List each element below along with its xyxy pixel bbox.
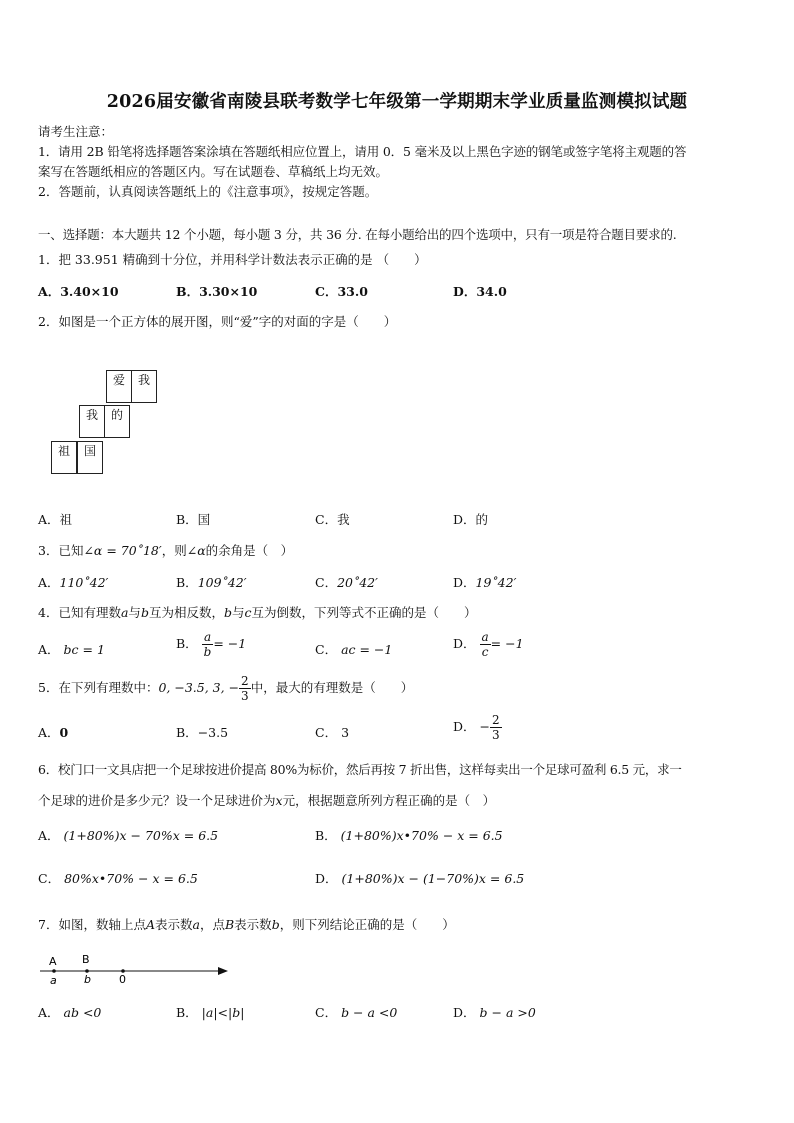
var-b: b bbox=[223, 605, 232, 620]
net-cell-6: 国 bbox=[77, 441, 103, 474]
q4-option-a[interactable] bbox=[38, 640, 105, 658]
var-point-b: B bbox=[224, 917, 235, 932]
q5-number-list: 0, −3.5, 3, − bbox=[158, 680, 240, 695]
page-title: 2026届安徽省南陵县联考数学七年级第一学期期末学业质量监测模拟试题 bbox=[106, 92, 688, 112]
q5-option-c[interactable] bbox=[315, 723, 349, 741]
option-label: C． bbox=[315, 1005, 338, 1020]
minus-sign: − bbox=[479, 719, 490, 734]
q3-option-b[interactable] bbox=[176, 573, 247, 591]
q1-stem: 1．把 33.951 精确到十分位，并用科学计数法表示正确的是 （ ） bbox=[38, 252, 427, 267]
option-value: 110˚42′ bbox=[59, 575, 109, 590]
q4-stem-2: 与 bbox=[128, 605, 141, 620]
option-value: (1+80%)x − (1−70%)x = 6.5 bbox=[341, 871, 525, 886]
option-label: A． bbox=[38, 1005, 60, 1020]
q5-stem-2: 中，最大的有理数是（ ） bbox=[250, 680, 414, 695]
fraction-numerator: a bbox=[202, 630, 214, 645]
q6-option-b[interactable] bbox=[315, 826, 503, 844]
q7-stem-4: 表示数 bbox=[234, 917, 272, 932]
q7-option-c[interactable] bbox=[315, 1003, 397, 1021]
q6-option-d[interactable] bbox=[315, 869, 524, 887]
q4-stem-5: 互为倒数，下列等式不正确的是（ ） bbox=[251, 605, 477, 620]
q2-option-b[interactable]: B．国 bbox=[176, 512, 211, 527]
q2-option-d[interactable]: D．的 bbox=[453, 512, 489, 527]
option-value: 0 bbox=[59, 725, 69, 740]
fraction-numerator: 2 bbox=[241, 674, 249, 688]
fraction-numerator: 2 bbox=[492, 713, 500, 727]
var-b: b bbox=[140, 605, 149, 620]
q2-stem: 2．如图是一个正方体的展开图，则“爱”字的对面的字是（ ） bbox=[38, 314, 397, 329]
fraction-denominator: c bbox=[481, 645, 489, 659]
q6-stem-post: 元，根据题意所列方程正确的是（ ） bbox=[282, 793, 496, 808]
q7-stem-1: 7．如图，数轴上点 bbox=[38, 917, 146, 932]
option-label: B． bbox=[176, 725, 198, 740]
q3-angle-expr: ∠α = 70˚18′ bbox=[83, 543, 162, 558]
q3-option-d[interactable] bbox=[453, 573, 516, 591]
q1-option-a[interactable]: A．3.40×10 bbox=[38, 284, 119, 299]
fraction bbox=[490, 713, 502, 742]
q3-stem-mid: ，则 bbox=[161, 543, 187, 558]
q7-stem-5: ，则下列结论正确的是（ ） bbox=[279, 917, 455, 932]
q2-option-a[interactable]: A．祖 bbox=[38, 512, 73, 527]
option-label: D． bbox=[453, 575, 476, 590]
label-point-a: A bbox=[49, 955, 57, 968]
option-value: (1+80%)x•70% − x = 6.5 bbox=[340, 828, 503, 843]
option-label: B． bbox=[315, 828, 337, 843]
net-cell-3: 我 bbox=[79, 405, 105, 438]
fraction-numerator: a bbox=[481, 630, 489, 644]
q5-option-d[interactable] bbox=[453, 713, 502, 742]
q4-stem-3: 互为相反数， bbox=[148, 605, 224, 620]
q5-stem-1: 5．在下列有理数中： bbox=[38, 680, 159, 695]
q5-stem bbox=[38, 674, 413, 703]
q7-option-d[interactable] bbox=[453, 1003, 536, 1021]
option-label: D． bbox=[453, 1005, 476, 1020]
q1-option-b[interactable]: B．3.30×10 bbox=[176, 284, 258, 299]
var-x: x bbox=[275, 793, 283, 808]
q4-stem-1: 4．已知有理数 bbox=[38, 605, 121, 620]
option-value: bc = 1 bbox=[63, 642, 105, 657]
net-cell-5: 祖 bbox=[51, 441, 77, 474]
q4-option-c[interactable] bbox=[315, 640, 392, 658]
option-value: 19˚42′ bbox=[475, 575, 517, 590]
q7-option-b[interactable] bbox=[176, 1003, 244, 1021]
option-value: = −1 bbox=[213, 636, 247, 651]
label-b: b bbox=[84, 973, 91, 986]
fraction bbox=[480, 630, 491, 659]
option-label: A． bbox=[38, 828, 60, 843]
option-label: C． bbox=[315, 642, 338, 657]
option-value: |a|<|b| bbox=[201, 1005, 245, 1020]
option-label: C． bbox=[315, 575, 338, 590]
var-point-a: A bbox=[145, 917, 155, 932]
q5-option-a[interactable] bbox=[38, 723, 68, 741]
q6-option-c[interactable] bbox=[38, 869, 198, 887]
option-value: b − a <0 bbox=[341, 1005, 398, 1020]
q3-option-a[interactable] bbox=[38, 573, 108, 591]
var-b: b bbox=[271, 917, 280, 932]
q6-option-a[interactable] bbox=[38, 826, 218, 844]
option-label: A． bbox=[38, 575, 60, 590]
fraction-denominator: 3 bbox=[241, 689, 249, 703]
option-label: C． bbox=[38, 871, 61, 886]
option-label: D． bbox=[453, 719, 476, 734]
fraction bbox=[202, 630, 214, 659]
q4-option-d[interactable] bbox=[453, 630, 524, 659]
option-value: −3.5 bbox=[197, 725, 229, 740]
option-label: B． bbox=[176, 636, 198, 651]
option-label: A． bbox=[38, 642, 60, 657]
section-heading: 一、选择题：本大题共 12 个小题，每小题 3 分，共 36 分. 在每小题给出的四个选项中，只有一项是符合题目要求的. bbox=[38, 227, 677, 242]
fraction-denominator: b bbox=[203, 645, 212, 659]
number-line-figure bbox=[38, 950, 238, 990]
option-label: B． bbox=[176, 575, 198, 590]
net-cell-4: 的 bbox=[104, 405, 130, 438]
q7-stem-3: ，点 bbox=[199, 917, 225, 932]
net-cell-1: 爱 bbox=[106, 370, 132, 403]
option-value: 109˚42′ bbox=[197, 575, 247, 590]
option-value: ab <0 bbox=[63, 1005, 102, 1020]
q4-stem-4: 与 bbox=[231, 605, 245, 620]
q3-stem bbox=[38, 541, 293, 559]
option-label: A． bbox=[38, 725, 60, 740]
var-c: c bbox=[244, 605, 252, 620]
net-cell-2: 我 bbox=[131, 370, 157, 403]
var-a: a bbox=[120, 605, 129, 620]
option-value: 20˚42′ bbox=[337, 575, 378, 590]
notice-line-1b: 案写在答题纸相应的答题区内。写在试题卷、草稿纸上均无效。 bbox=[38, 164, 389, 179]
option-value: 3 bbox=[341, 725, 350, 740]
q3-stem-post: 的余角是（ ） bbox=[205, 543, 294, 558]
q6-stem-line-1: 6．校门口一文具店把一个足球按进价提高 80%为标价，然后再按 7 折出售，这样每卖出一个足球可盈利 6.5 元，求一 bbox=[38, 762, 682, 777]
q3-option-c[interactable] bbox=[315, 573, 378, 591]
fraction-denominator: 3 bbox=[492, 728, 500, 742]
q5-option-b[interactable] bbox=[176, 723, 228, 741]
q7-option-a[interactable] bbox=[38, 1003, 101, 1021]
q7-stem bbox=[38, 915, 455, 933]
q4-option-b[interactable] bbox=[176, 630, 246, 659]
q7-stem-2: 表示数 bbox=[155, 917, 193, 932]
point-a-marker bbox=[52, 969, 56, 973]
q4-stem bbox=[38, 603, 477, 621]
option-label: B． bbox=[176, 1005, 198, 1020]
notice-line-2: 2．答题前，认真阅读答题纸上的《注意事项》，按规定答题。 bbox=[38, 184, 378, 199]
q3-angle: ∠α bbox=[186, 543, 206, 558]
option-label: D． bbox=[453, 636, 476, 651]
q3-stem-pre: 3．已知 bbox=[38, 543, 84, 558]
var-a: a bbox=[192, 917, 200, 932]
option-value: = −1 bbox=[490, 636, 524, 651]
label-point-b: B bbox=[82, 953, 90, 966]
number-line-arrow bbox=[218, 967, 228, 975]
q1-option-d[interactable]: D．34.0 bbox=[453, 284, 507, 299]
q6-stem-line-2 bbox=[38, 791, 495, 809]
label-a: a bbox=[50, 974, 57, 987]
notice-line-1: 1．请用 2B 铅笔将选择题答案涂填在答题纸相应位置上，请用 0．5 毫米及以上黑色字迹的钢笔或签字笔将主观题的答 bbox=[38, 144, 687, 159]
q2-option-c[interactable]: C．我 bbox=[315, 512, 350, 527]
option-value: (1+80%)x − 70%x = 6.5 bbox=[63, 828, 219, 843]
label-zero: 0 bbox=[119, 973, 126, 986]
option-label: D． bbox=[315, 871, 338, 886]
option-value: ac = −1 bbox=[341, 642, 393, 657]
notice-heading: 请考生注意： bbox=[38, 124, 114, 139]
option-value: 80%x•70% − x = 6.5 bbox=[64, 871, 198, 886]
option-value: b − a >0 bbox=[479, 1005, 536, 1020]
fraction bbox=[239, 674, 251, 703]
q6-stem-pre: 个足球的进价是多少元？设一个足球进价为 bbox=[38, 793, 276, 808]
option-label: C． bbox=[315, 725, 338, 740]
q1-option-c[interactable]: C．33.0 bbox=[315, 284, 368, 299]
